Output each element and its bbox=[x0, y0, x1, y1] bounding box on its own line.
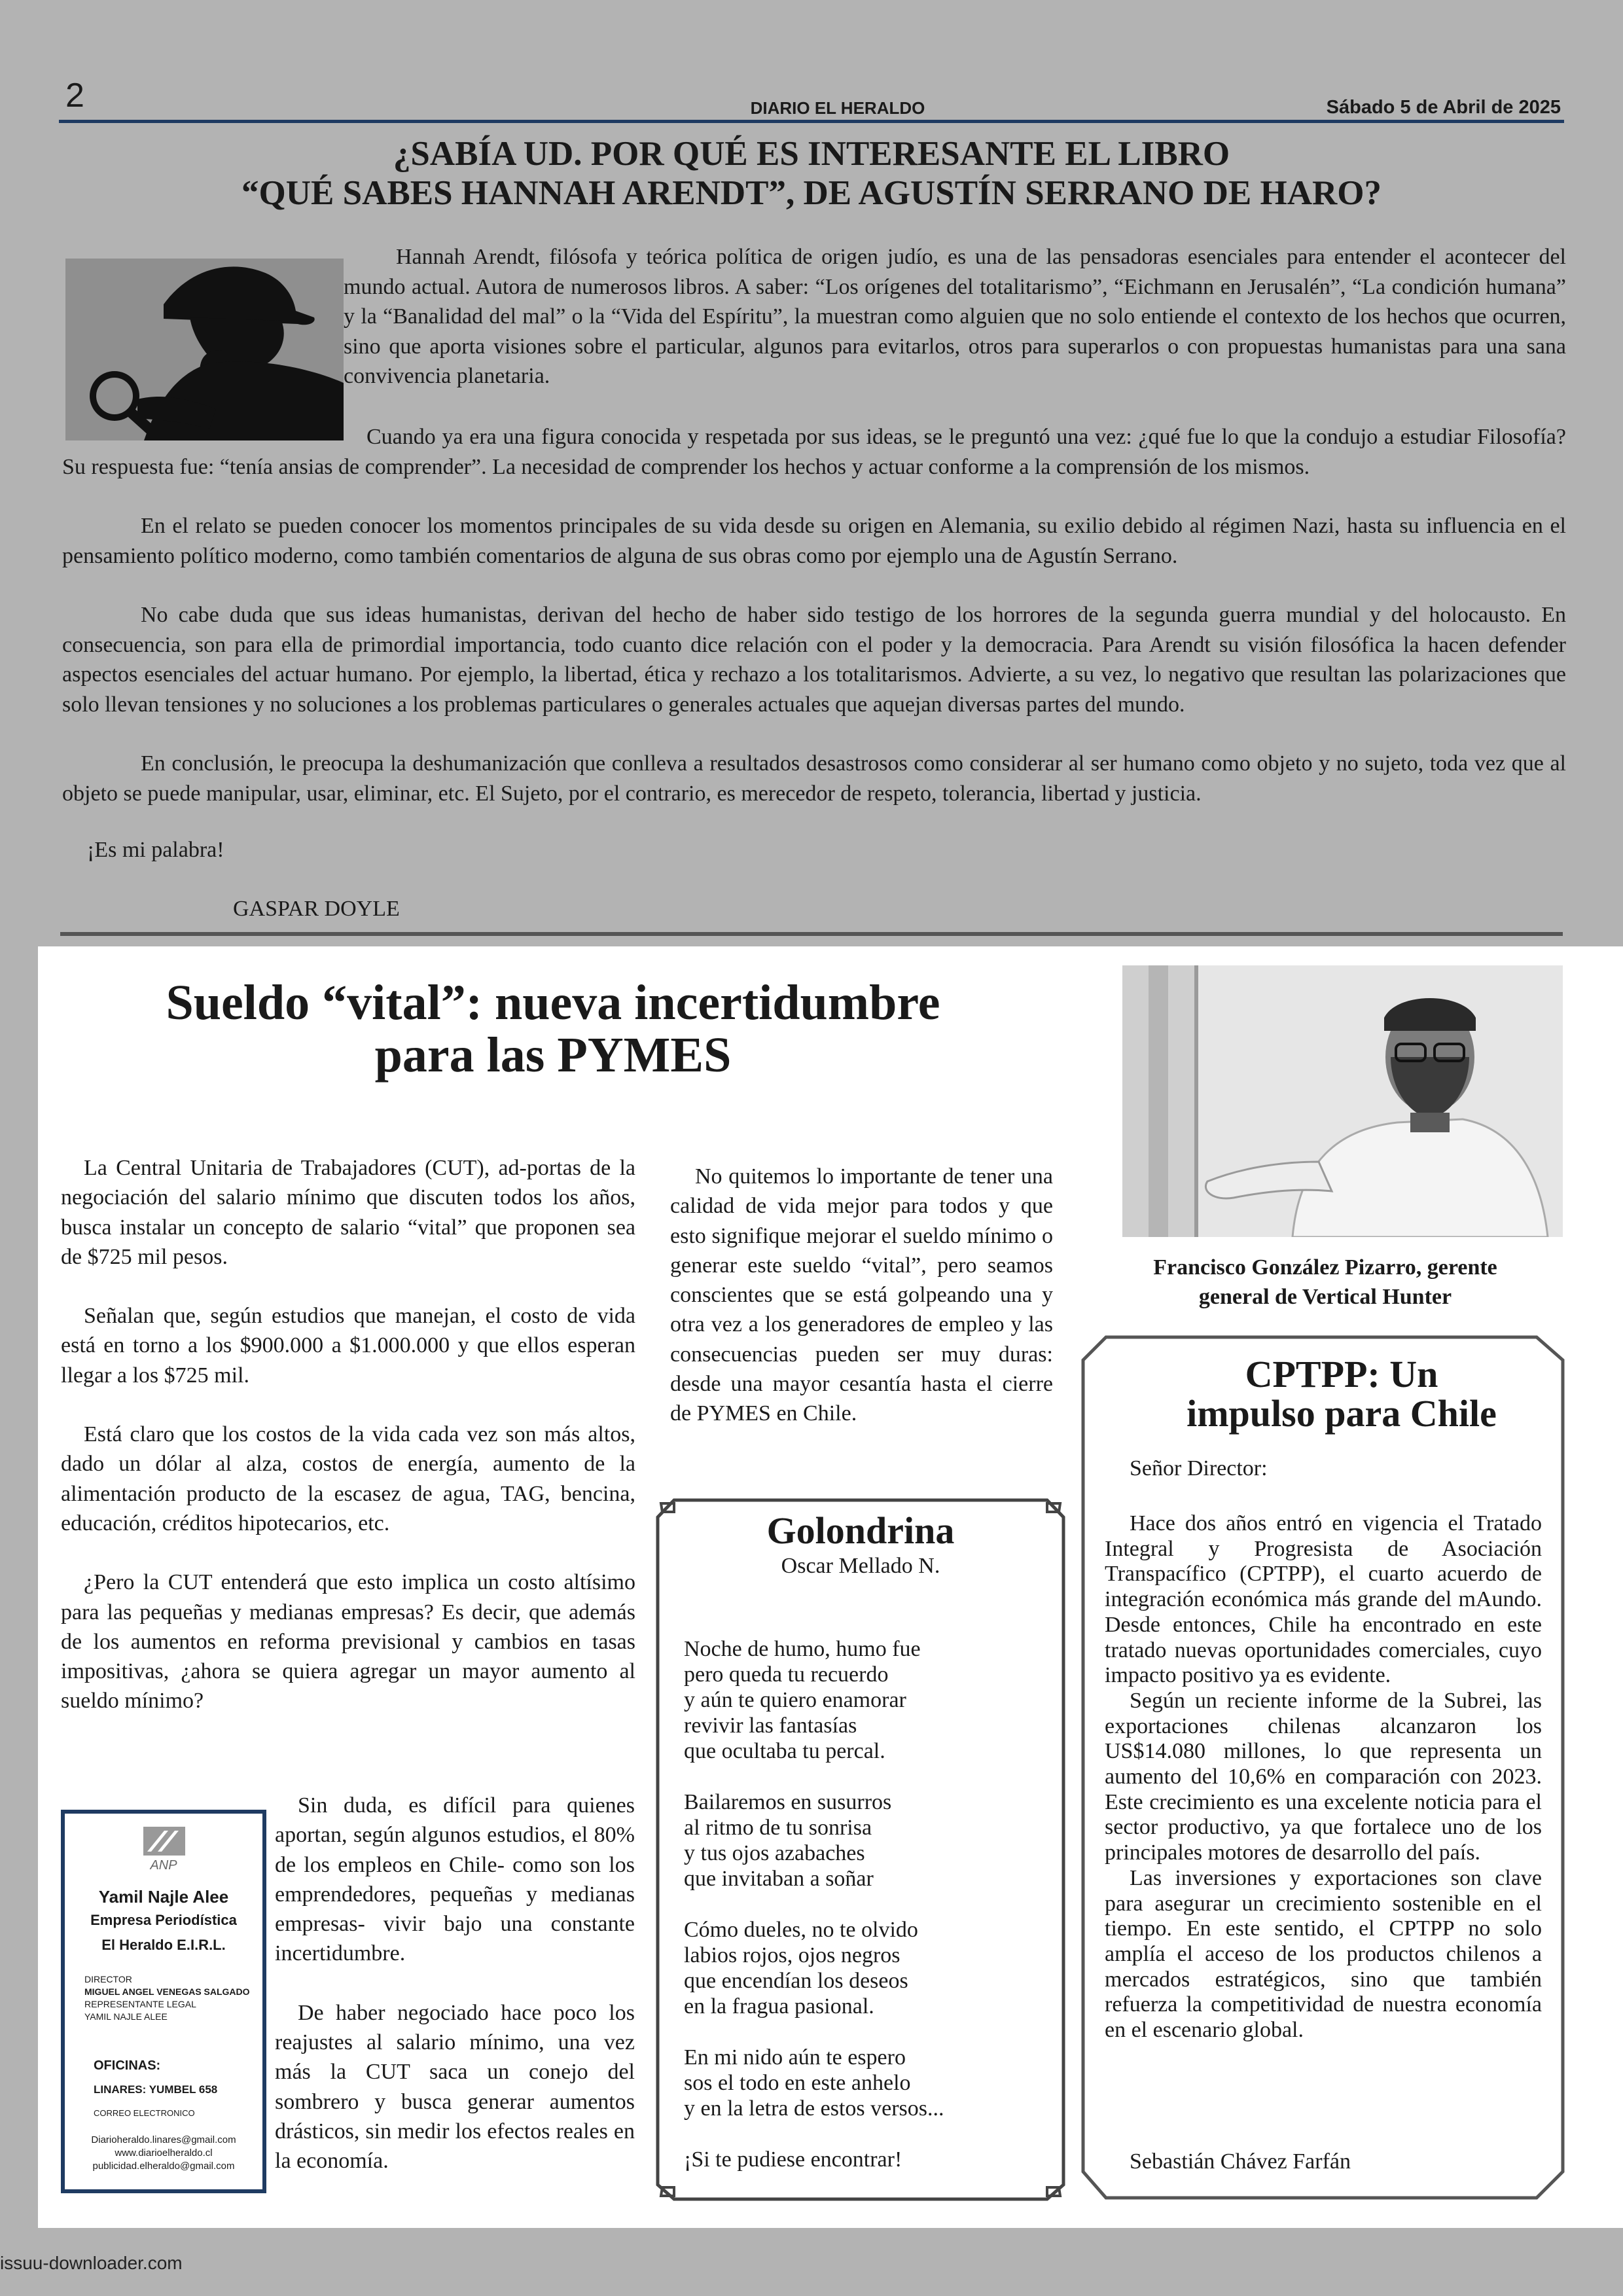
staff-email-2[interactable]: publicidad.elheraldo@gmail.com bbox=[92, 2161, 235, 2172]
article2-paragraph-5: Sin duda, es difícil para quienes aportan, según algunos estudios, el 80% de los empleos en Chile- como son los emprendedores, pequeñas y medianas empresas- vivir bajo una constante incertidumbre. bbox=[275, 1793, 635, 1966]
poem-line: sos el todo en este anhelo bbox=[684, 2071, 911, 2095]
article2-paragraph-3: Está claro que los costos de la vida cada vez son más altos, dado un dólar al alza, costos de energía, aumento de la alimentación producto de la escasez de agua, TAG, bencina, educación, créditos hipotecarios, etc. bbox=[61, 1422, 635, 1535]
staff-company-line-2: El Heraldo E.I.R.L. bbox=[101, 1937, 226, 1953]
newspaper-name: DIARIO EL HERALDO bbox=[750, 98, 925, 118]
article2-title-line-2: para las PYMES bbox=[374, 1028, 732, 1083]
letter-title bbox=[1113, 1355, 1571, 1433]
article2-paragraph-4: ¿Pero la CUT entenderá que esto implica un costo altísimo para las pequeñas y medianas empresas? Es decir, que además de los aumentos en reforma previsional y cambios en tasas impositivas, ¿ahora se quiera agregar un mayor aumento al sueldo mínimo? bbox=[61, 1570, 635, 1713]
staff-company-line-1: Empresa Periodística bbox=[90, 1912, 237, 1928]
article1-paragraph-3: En el relato se pueden conocer los momentos principales de su vida desde su origen en Alemania, su exilio debido al régimen Nazi, hasta su influencia en el pensamiento político moderno, como también comentarios de alguna de sus obras como por ejemplo una de Agustín Serrano. bbox=[62, 514, 1566, 568]
photo-caption-line-1: Francisco González Pizarro, gerente bbox=[1153, 1255, 1497, 1280]
offices-label: OFICINAS: bbox=[94, 2058, 161, 2073]
office-address: LINARES: YUMBEL 658 bbox=[94, 2083, 218, 2096]
letter-title-line-2: impulso para Chile bbox=[1186, 1392, 1497, 1435]
poem-line: que encendían los deseos bbox=[684, 1969, 908, 1993]
legal-rep-label: REPRESENTANTE LEGAL bbox=[84, 1999, 196, 2009]
article2-paragraph-1: La Central Unitaria de Trabajadores (CUT), ad-portas de la negociación del salario mínimo que discuten todos los años, busca instalar un concepto de salario “vital” que proponen sea de $725 mil pesos. bbox=[61, 1156, 635, 1269]
article2-paragraph-6: De haber negociado hace poco los reajustes al salario mínimo, una vez más la CUT saca un conejo del sombrero y busca generar aumentos drásticos, sin medir los efectos reales en la economía. bbox=[275, 2000, 635, 2174]
poem-author: Oscar Mellado N. bbox=[781, 1554, 940, 1578]
poem-line: revivir las fantasías bbox=[684, 1713, 857, 1738]
poem-line: labios rojos, ojos negros bbox=[684, 1943, 901, 1967]
letter-body bbox=[1105, 1511, 1542, 2043]
letter-signature: Sebastián Chávez Farfán bbox=[1130, 2149, 1351, 2174]
poem-line: que invitaban a soñar bbox=[684, 1867, 874, 1891]
letter-paragraph-2: Según un reciente informe de la Subrei, las exportaciones chilenas alcanzaron los US$14.080 millones, lo que representa un aumento del 10,6% en comparación con 2023. Este crecimiento es una excelente noticia para el sector productivo, ya que fortalece uno de los principales motores de desarrollo del país. bbox=[1105, 1688, 1542, 1865]
article1-author: GASPAR DOYLE bbox=[233, 897, 400, 921]
page-number: 2 bbox=[65, 77, 84, 115]
staff-email-1[interactable]: Diarioheraldo.linares@gmail.com bbox=[91, 2134, 236, 2145]
article2-paragraph-2: Señalan que, según estudios que manejan, el costo de vida está en torno a los $900.000 a $1.000.000 y que ellos esperan llegar a los $725 mil. bbox=[61, 1304, 635, 1388]
poem-line: y aún te quiero enamorar bbox=[684, 1688, 906, 1712]
article1-paragraph-1: Hannah Arendt, filósofa y teórica política de origen judío, es una de las pensadoras esenciales para entender el acontecer del mundo actual. Autora de numerosos libros. A saber: “Los orígenes del totalitarismo”, “Eichmann en Jerusalén”, “La condición humana” y la “Banalidad del mal” o la “Vida del Espíritu”, la muestran como alguien que no solo entiende el contexto de los hechos que ocurren, sino que aporta visiones sobre el particular, algunos para evitarlos, otros para superarlos o con propuestas humanistas para una sana convivencia planetaria. bbox=[344, 245, 1566, 389]
legal-rep-name: YAMIL NAJLE ALEE bbox=[84, 2011, 168, 2022]
photo-caption-line-2: general de Vertical Hunter bbox=[1198, 1285, 1452, 1309]
watermark: issuu-downloader.com bbox=[0, 2253, 183, 2273]
poem-line: Bailaremos en susurros bbox=[684, 1790, 892, 1814]
letter-paragraph-1: Hace dos años entró en vigencia el Tratado Integral y Progresista de Asociación Transpacífico (CPTPP), el cuarto acuerdo de integración económica más grande del mAundo. Desde entonces, Chile ha encontrado en este tratado nuevas oportunidades comerciales, cuyo impacto positivo ya es evidente. bbox=[1105, 1511, 1542, 1688]
poem-line: Noche de humo, humo fue bbox=[684, 1637, 921, 1661]
article1-paragraph-2: Cuando ya era una figura conocida y respetada por sus ideas, se le preguntó una vez: ¿qué fue lo que la condujo a estudiar Filosofía? Su respuesta fue: “tenía ansias de comprender”. La necesidad de comprender los hechos y actuar conforme a la comprensión de los mismos. bbox=[62, 425, 1566, 479]
article2-paragraph-7: No quitemos lo importante de tener una calidad de vida mejor para todos y que esto signifique mejorar el sueldo mínimo o generar este sueldo “vital”, pero seamos conscientes que se está golpeando una y otra vez a los generadores de empleo y las consecuencias pueden ser muy duras: desde una mayor cesantía hasta el cierre de PYMES en Chile. bbox=[670, 1164, 1053, 1426]
article1-closing: ¡Es mi palabra! bbox=[87, 838, 224, 862]
staff-website[interactable]: www.diarioelheraldo.cl bbox=[115, 2147, 213, 2159]
email-label: CORREO ELECTRONICO bbox=[94, 2108, 195, 2118]
poem-line: y en la letra de estos versos... bbox=[684, 2096, 944, 2121]
anp-logo-text: ANP bbox=[150, 1858, 177, 1873]
poem-line: pero queda tu recuerdo bbox=[684, 1662, 889, 1687]
poem-line: en la fragua pasional. bbox=[684, 1994, 874, 2018]
article1-paragraph-4: No cabe duda que sus ideas humanistas, derivan del hecho de haber sido testigo de los horrores de la segunda guerra mundial y del holocausto. En consecuencia, son para ella de primordial importancia, todo cuanto dice relación con el poder y la democracia. Para Arendt su visión filosófica la hacen defender aspectos esenciales del actuar humano. Por ejemplo, la libertad, ética y rechazo a los totalitarismos. Advierte, a su vez, lo negativo que resultan las polarizaciones que solo llevan tensiones y no soluciones a los problemas particulares o generales actuales que aquejan diversas partes del mundo. bbox=[62, 603, 1566, 717]
letter-title-line-1: CPTPP: Un bbox=[1245, 1353, 1438, 1395]
director-label: DIRECTOR bbox=[84, 1974, 132, 1984]
poem-line: En mi nido aún te espero bbox=[684, 2045, 906, 2070]
staff-owner: Yamil Najle Alee bbox=[98, 1887, 229, 1907]
article2-title-line-1: Sueldo “vital”: nueva incertidumbre bbox=[166, 975, 940, 1030]
article1-paragraph-5: En conclusión, le preocupa la deshumanización que conlleva a resultados desastrosos como considerar al ser humano como objeto y no sujeto, toda vez que al objeto se puede manipular, usar, eliminar, etc. El Sujeto, por el contrario, es merecedor de respeto, tolerancia, libertad y justicia. bbox=[62, 751, 1566, 806]
issue-date: Sábado 5 de Abril de 2025 bbox=[1326, 97, 1561, 118]
letter-salutation: Señor Director: bbox=[1130, 1456, 1268, 1480]
poem-line: al ritmo de tu sonrisa bbox=[684, 1816, 872, 1840]
article-title-line-2: “QUÉ SABES HANNAH ARENDT”, DE AGUSTÍN SERRANO DE HARO? bbox=[241, 174, 1382, 212]
poem-closing: ¡Si te pudiese encontrar! bbox=[684, 2147, 902, 2172]
director-name: MIGUEL ANGEL VENEGAS SALGADO bbox=[84, 1986, 250, 1997]
poem-line: Cómo dueles, no te olvido bbox=[684, 1918, 918, 1942]
article-title-line-1: ¿SABÍA UD. POR QUÉ ES INTERESANTE EL LIBRO bbox=[393, 135, 1230, 173]
poem-title: Golondrina bbox=[766, 1509, 955, 1552]
poem-line: que ocultaba tu percal. bbox=[684, 1739, 885, 1763]
poem-line: y tus ojos azabaches bbox=[684, 1841, 865, 1865]
letter-paragraph-3: Las inversiones y exportaciones son clave para asegurar un crecimiento sostenible en el tiempo. En este sentido, el CPTPP no solo amplía el acceso de los productos chilenos a mercados estratégicos, sino que también refuerza la competitividad de nuestra economía en el escenario global. bbox=[1105, 1865, 1542, 2043]
